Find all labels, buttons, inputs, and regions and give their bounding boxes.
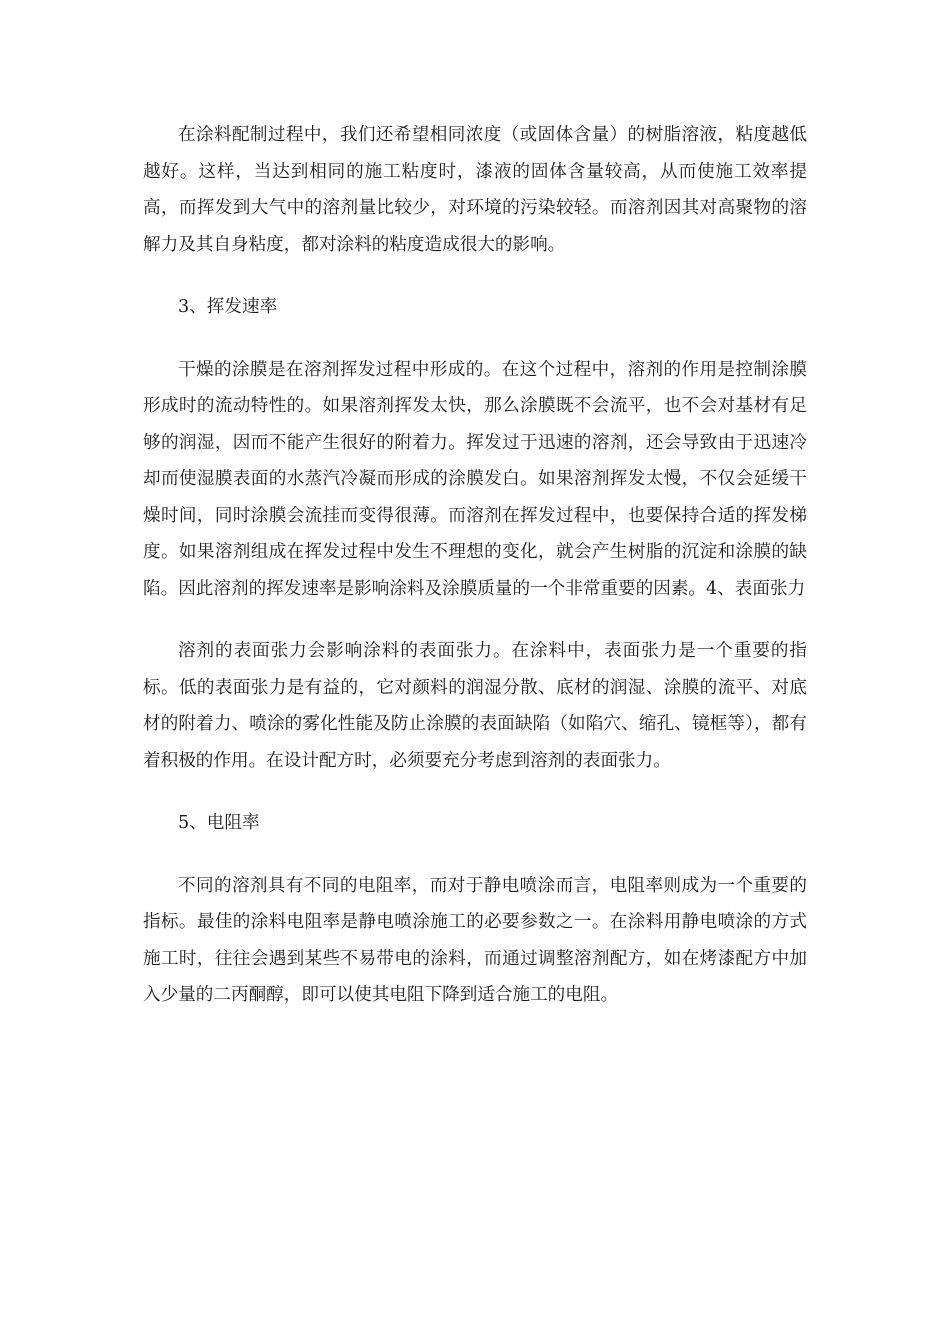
paragraph-volatility: 干燥的涂膜是在溶剂挥发过程中形成的。在这个过程中，溶剂的作用是控制涂膜形成时的流动特性的。如果溶剂挥发太快，那么涂膜既不会流平，也不会对基材有足够的润湿，因而不能产生很好的附着力。挥发过于迅速的溶剂，还会导致由于迅速冷却而使湿膜表面的水蒸汽冷凝而形成的涂膜发白。如果溶剂挥发太慢，不仅会延缓干燥时间，同时涂膜会流挂而变得很薄。而溶剂在挥发过程中，也要保持合适的挥发梯度。如果溶剂组成在挥发过程中发生不理想的变化，就会产生树脂的沉淀和涂膜的缺陷。因此溶剂的挥发速率是影响涂料及涂膜质量的一个非常重要的因素。4、表面张力: [143, 359, 807, 599]
paragraph-resistivity: 不同的溶剂具有不同的电阻率，而对于静电喷涂而言，电阻率则成为一个重要的指标。最佳的涂料电阻率是静电喷涂施工的必要参数之一。在涂料用静电喷涂的方式施工时，往往会遇到某些不易带电的涂料，而通过调整溶剂配方，如在烤漆配方中加入少量的二丙酮醇，即可以使其电阻下降到适合施工的电阻。: [143, 875, 807, 1005]
document-body: [143, 117, 807, 1040]
heading-resistivity: 5、电阻率: [178, 813, 260, 833]
paragraph-surface-tension: 溶剂的表面张力会影响涂料的表面张力。在涂料中，表面张力是一个重要的指标。低的表面张力是有益的，它对颜料的润湿分散、底材的润湿、涂膜的流平、对底材的附着力、喷涂的雾化性能及防止涂膜的表面缺陷（如陷穴、缩孔、镜框等），都有着积极的作用。在设计配方时，必须要充分考虑到溶剂的表面张力。: [143, 641, 807, 771]
paragraph-viscosity: 在涂料配制过程中，我们还希望相同浓度（或固体含量）的树脂溶液，粘度越低越好。这样，当达到相同的施工粘度时，漆液的固体含量较高，从而使施工效率提高，而挥发到大气中的溶剂量比较少，对环境的污染较轻。而溶剂因其对高聚物的溶解力及其自身粘度，都对涂料的粘度造成很大的影响。: [143, 125, 807, 255]
heading-volatility: 3、挥发速率: [178, 297, 278, 317]
